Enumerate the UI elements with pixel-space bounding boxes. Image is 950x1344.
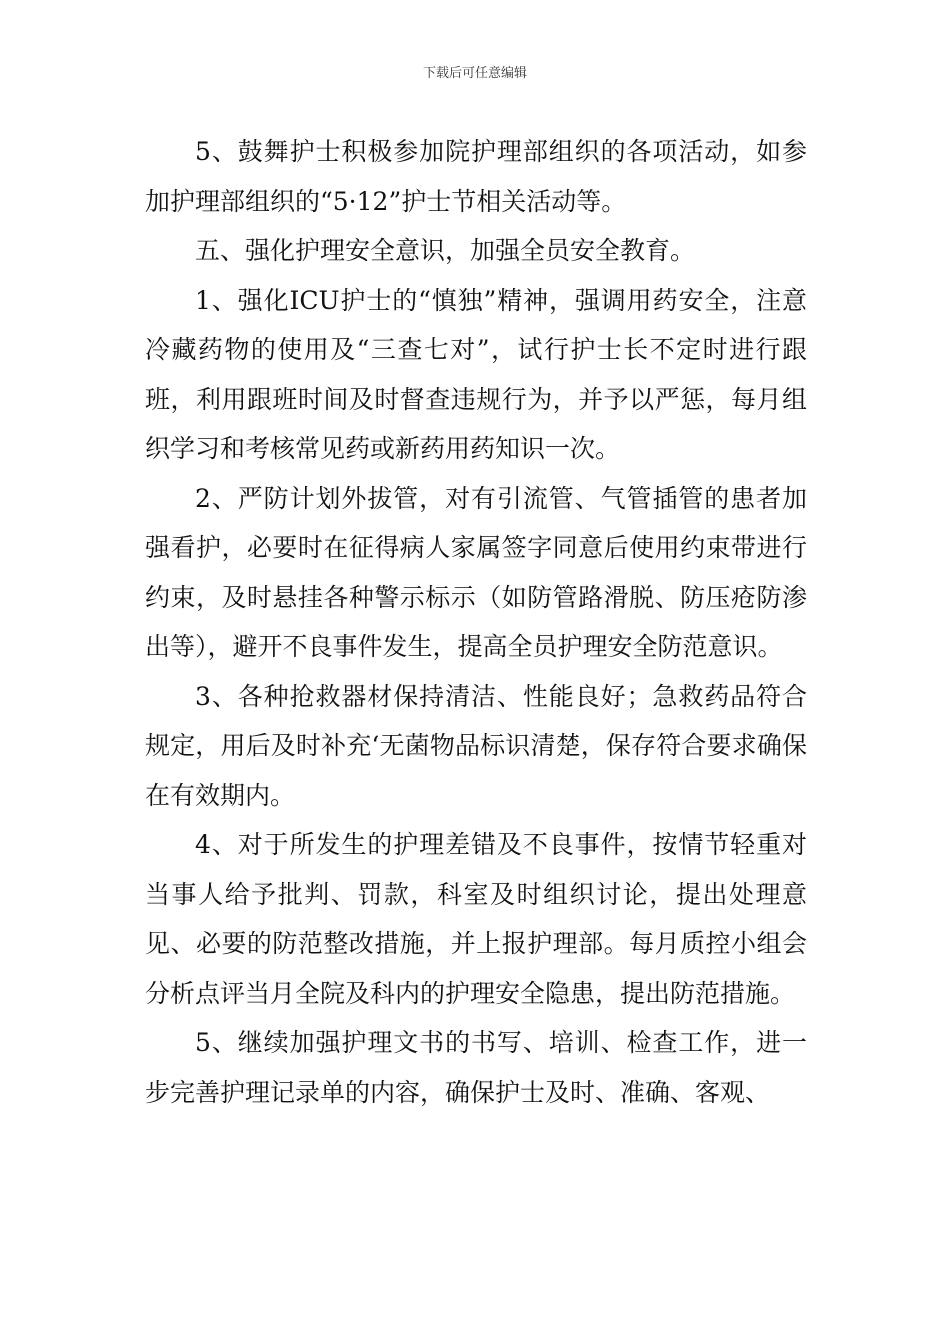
- paragraph-medication-safety: 1、强化ICU护士的“慎独”精神，强调用药安全，注意冷藏药物的使用及“三查七对”，试行护士长不定时进行跟班，利用跟班时间及时督查违规行为，并予以严惩，每月组织学习和考核常见药或新药用药知识一次。: [145, 285, 807, 463]
- paragraph-adverse-events: 4、对于所发生的护理差错及不良事件，按情节轻重对当事人给予批判、罚款，科室及时组织讨论，提出处理意见、必要的防范整改措施，并上报护理部。每月质控小组会分析点评当月全院及科内的护理安全隐患，提出防范措施。: [145, 830, 807, 1008]
- document-body: [145, 127, 807, 1117]
- paragraph-activities: 5、鼓舞护士积极参加院护理部组织的各项活动，如参加护理部组织的“5·12”护士节相关活动等。: [145, 137, 807, 216]
- paragraph-extubation-prevention: 2、严防计划外拔管，对有引流管、气管插管的患者加强看护，必要时在征得病人家属签字同意后使用约束带进行约束，及时悬挂各种警示标示（如防管路滑脱、防压疮防渗出等），避开不良事件发生，提高全员护理安全防范意识。: [145, 483, 807, 661]
- paragraph-rescue-equipment: 3、各种抢救器材保持清洁、性能良好；急救药品符合规定，用后及时补充‘无菌物品标识清楚，保存符合要求确保在有效期内。: [145, 681, 807, 810]
- paragraph-nursing-documents: 5、继续加强护理文书的书写、培训、检查工作，进一步完善护理记录单的内容，确保护士及时、准确、客观、: [145, 1028, 807, 1107]
- paragraph-section-five-heading: 五、强化护理安全意识，加强全员安全教育。: [195, 236, 696, 265]
- page-header: 下载后可任意编辑: [422, 66, 527, 81]
